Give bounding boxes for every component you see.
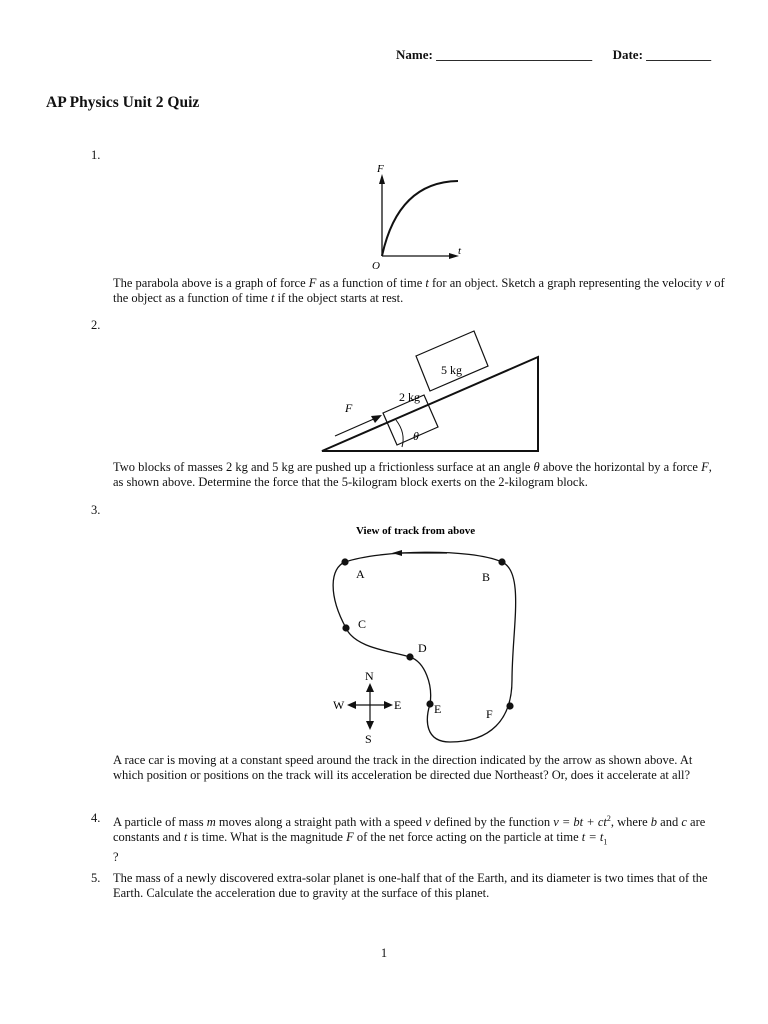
- angle-label: θ: [413, 429, 419, 443]
- date-label: Date:: [612, 47, 643, 62]
- y-axis-label: F: [377, 163, 384, 175]
- compass-east: E: [394, 698, 402, 712]
- point-c-label: C: [358, 617, 367, 631]
- x-axis-label: t: [458, 245, 462, 257]
- point-d-marker: [406, 653, 413, 660]
- compass-icon: [333, 669, 401, 746]
- block-2kg-label: 2 kg: [399, 390, 420, 404]
- point-c-marker: [342, 624, 349, 631]
- origin-label: O: [372, 260, 380, 272]
- block-5kg-label: 5 kg: [441, 363, 462, 377]
- question-2-text: Two blocks of masses 2 kg and 5 kg are pushed up a frictionless surface at an angle θ above the horizontal by a force F, as shown above. Determine the force that the 5-kilogram block exerts on the 2-kilogram block.: [113, 460, 712, 489]
- page-number: 1: [380, 946, 388, 960]
- question-4-text: A particle of mass m moves along a straight path with a speed v defined by the function v = bt + $ct^2$, where b and c are constants and t is time. What is the magnitude F of the net force acting on the particle at time $t = t_1$ ?: [113, 814, 706, 864]
- question-4-number: 4.: [91, 811, 101, 825]
- force-label: F: [345, 401, 353, 415]
- question-3-text: A race car is moving at a constant speed around the track in the direction indicated by the arrow as shown above. At which position or positions on the track will its acceleration be directed due Northeast? Or, does it accelerate at all?: [113, 753, 693, 782]
- name-blank[interactable]: ________________________: [436, 47, 593, 62]
- point-f-marker: [506, 702, 513, 709]
- compass-west: W: [333, 698, 345, 712]
- compass-south: S: [365, 732, 372, 746]
- question-5-text: The mass of a newly discovered extra-solar planet is one-half that of the Earth, and its diameter is two times that of the Earth. Calculate the acceleration due to gravity at the surface of this planet.: [113, 871, 708, 900]
- point-b-marker: [498, 558, 505, 565]
- question-1-number: 1.: [91, 148, 101, 162]
- name-label: Name:: [396, 47, 433, 62]
- question-1-text: The parabola above is a graph of force F as a function of time t for an object. Sketch a graph representing the velocity v of the object as a function of time t if the object starts at rest.: [113, 276, 725, 305]
- point-b-label: B: [482, 570, 491, 584]
- page-title: AP Physics Unit 2 Quiz: [46, 94, 200, 111]
- header-fields: [396, 47, 711, 63]
- question-2-number: 2.: [91, 318, 101, 332]
- question-5-number: 5.: [91, 871, 101, 885]
- question-1-force-graph: [360, 160, 470, 272]
- point-f-label: F: [486, 707, 493, 721]
- date-blank[interactable]: __________: [646, 47, 712, 62]
- point-a-label: A: [356, 567, 365, 581]
- question-2-incline-diagram: [310, 330, 550, 456]
- point-d-label: D: [418, 641, 427, 655]
- point-e-label: E: [434, 702, 442, 716]
- question-3-track-diagram: [320, 520, 530, 752]
- point-a-marker: [341, 558, 348, 565]
- point-e-marker: [426, 700, 433, 707]
- track-caption: View of track from above: [356, 525, 476, 537]
- question-3-number: 3.: [91, 503, 101, 517]
- compass-north: N: [365, 669, 374, 683]
